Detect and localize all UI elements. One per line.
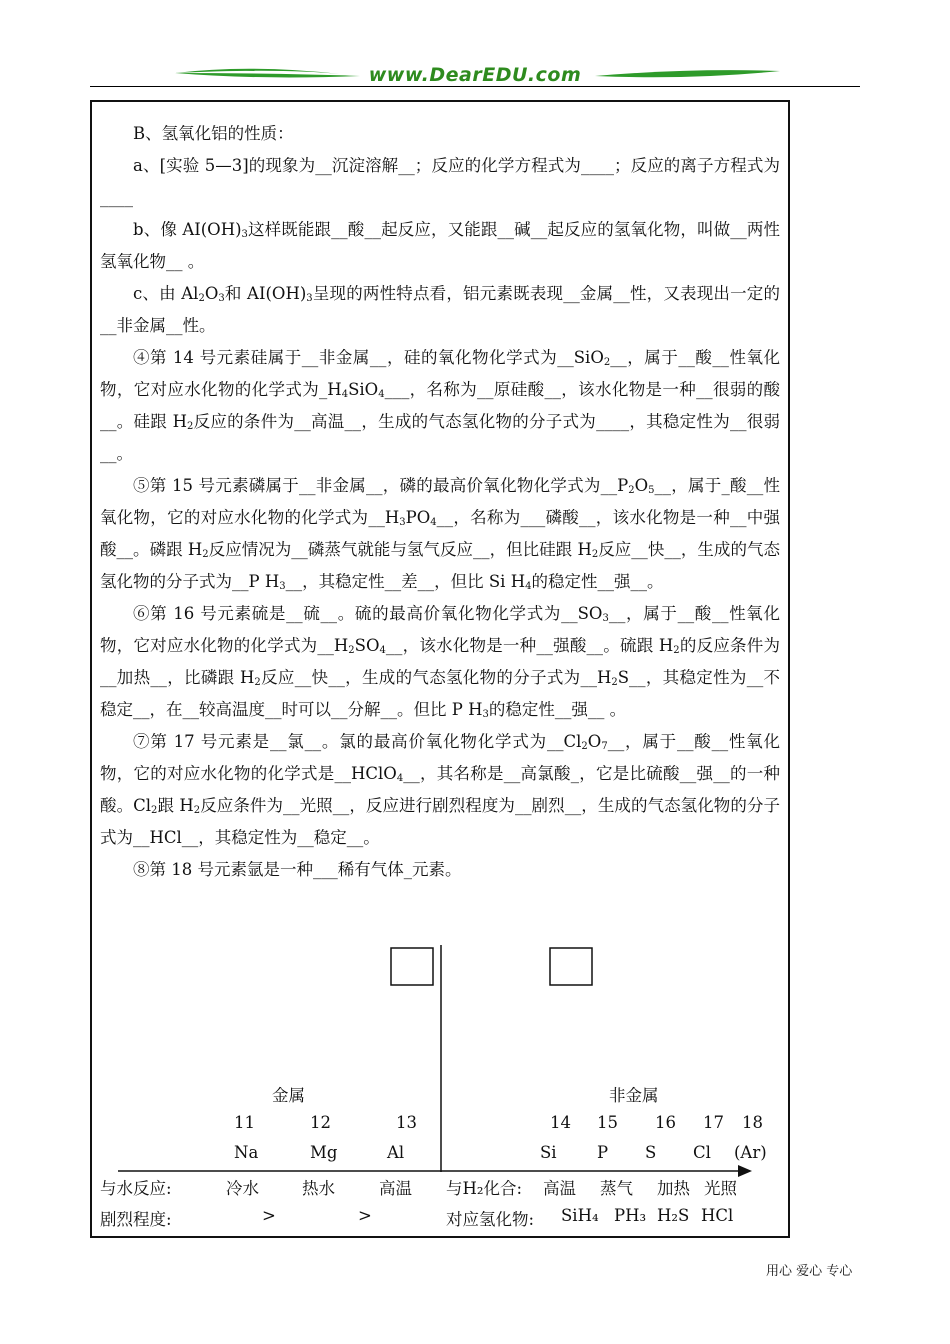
nonmetal-label: 非金属 [609, 1086, 659, 1105]
atomic-number: 16 [655, 1113, 676, 1132]
atomic-number: 15 [597, 1113, 618, 1132]
atomic-number: 13 [396, 1113, 417, 1132]
hydride-formula: SiH₄ [561, 1206, 599, 1225]
atomic-number: 12 [310, 1113, 331, 1132]
water-condition: 高温 [379, 1179, 412, 1198]
greater-than-sign: > [262, 1206, 276, 1225]
element-symbol: (Ar) [734, 1143, 767, 1162]
paragraph-phosphorus: ⑤第 15 号元素磷属于__非金属__，磷的最高价氧化物化学式为$\_\_P_2O_5\_\_$，属于_酸__性氧化物，它的对应水化物的化学式为$\_\_H_3PO_4\_\_$，名称为___磷酸__，该水化物是一种__中强酸__。磷跟 $H_2$反应情况为__磷蒸气就能与氢气反应__，但比硅跟 $H_2$反应__快__，生成的气态氢化物的分子式为__P $H_3\_\_$，其稳定性__差__，但比 Si $H_4$的稳定性__强__。 [100, 476, 780, 592]
greater-than-sign: > [358, 1206, 372, 1225]
h2-condition: 高温 [543, 1179, 576, 1198]
metal-label: 金属 [272, 1086, 305, 1105]
hydride-formula: PH₃ [614, 1206, 647, 1225]
element-symbol: Cl [693, 1143, 711, 1162]
h2-condition: 加热 [657, 1179, 690, 1198]
element-symbol: Si [540, 1143, 557, 1162]
atomic-number: 11 [234, 1113, 255, 1132]
element-symbol: S [645, 1143, 657, 1162]
water-condition: 热水 [302, 1179, 335, 1198]
paragraph-sulfur: ⑥第 16 号元素硫是__硫__。硫的最高价氧化物化学式为$\_\_SO_3\_\_$，属于__酸__性氧化物，它对应水化物的化学式为$\_\_H_2SO_4\_\_$，该水化物是一种__强酸__。硫跟 $H_2$的反应条件为__加热__，比磷跟 $H_2$反应__快__，生成的气态氢化物的分子式为$\_\_H_2S\_\_$，其稳定性为__不稳定__，在__较高温度__时可以__分解__。但比 P $H_3$的稳定性__强__ 。 [100, 604, 781, 720]
atomic-number: 18 [742, 1113, 763, 1132]
hydride-formula: HCl [701, 1206, 734, 1225]
section-b-title: B、氢氧化铝的性质： [133, 124, 294, 143]
hydride-label: 对应氢化物: [446, 1210, 535, 1229]
trend-arrowhead [738, 1165, 752, 1177]
h2-condition: 光照 [704, 1179, 737, 1198]
element-symbol: Al [387, 1143, 405, 1162]
paragraph-silicon: ④第 14 号元素硅属于__非金属__，硅的氧化物化学式为__SiO$_2$__，属于__酸__性氧化物，它对应水化物的化学式为$\_H_4SiO_4\_\_\_$，名称为__原硅酸__，该水化物是一种__很弱的酸__。硅跟 $H_2$反应的条件为__高温__，生成的气态氢化物的分子式为____，其稳定性为__很弱__。 [100, 348, 781, 463]
paragraph-b: b、像 $AI(OH)_3$这样既能跟__酸__起反应，又能跟__碱__起反应的氢氧化物，叫做__两性氢氧化物__ 。 [100, 220, 780, 271]
paragraph-chlorine: ⑦第 17 号元素是__氯__。氯的最高价氧化物化学式为$\_\_Cl_2O_7\_\_$，属于__酸__性氧化物，它的对应水化物的化学式是__HClO$_4$__，其名称是__高氯酸_，它是比硫酸__强__的一种酸。$Cl_2$跟 $H_2$反应条件为__光照__，反应进行剧烈程度为__剧烈__，生成的气态氢化物的分子式为__HCl__，其稳定性为__稳定__。 [100, 732, 781, 847]
hydride-formula: H₂S [657, 1206, 690, 1225]
intensity-label: 剧烈程度: [100, 1210, 172, 1229]
site-logo-text: www.DearEDU.com [368, 64, 582, 86]
h2-condition: 蒸气 [600, 1179, 633, 1198]
paragraph-a: a、[实验 5—3]的现象为__沉淀溶解__；反应的化学方程式为____；反应的离子方程式为____ [100, 156, 780, 207]
atomic-number: 14 [550, 1113, 571, 1132]
blank-box-right [550, 948, 592, 985]
element-symbol: Na [234, 1143, 259, 1162]
water-reaction-label: 与水反应: [100, 1179, 172, 1198]
paragraph-argon: ⑧第 18 号元素氩是一种___稀有气体_元素。 [133, 860, 462, 879]
atomic-number: 17 [703, 1113, 724, 1132]
paragraph-c: c、由 $Al_2O_3$和 $AI(OH)_3$呈现的两性特点看，铝元素既表现__金属__性，又表现出一定的__非金属__性。 [100, 284, 780, 335]
element-symbol: P [597, 1143, 609, 1162]
water-condition: 冷水 [226, 1179, 259, 1198]
h2-combination-label: 与H₂化合: [446, 1179, 523, 1198]
blank-box-left [391, 948, 433, 985]
page-footer: 用心 爱心 专心 [766, 1264, 853, 1279]
element-symbol: Mg [310, 1143, 338, 1162]
